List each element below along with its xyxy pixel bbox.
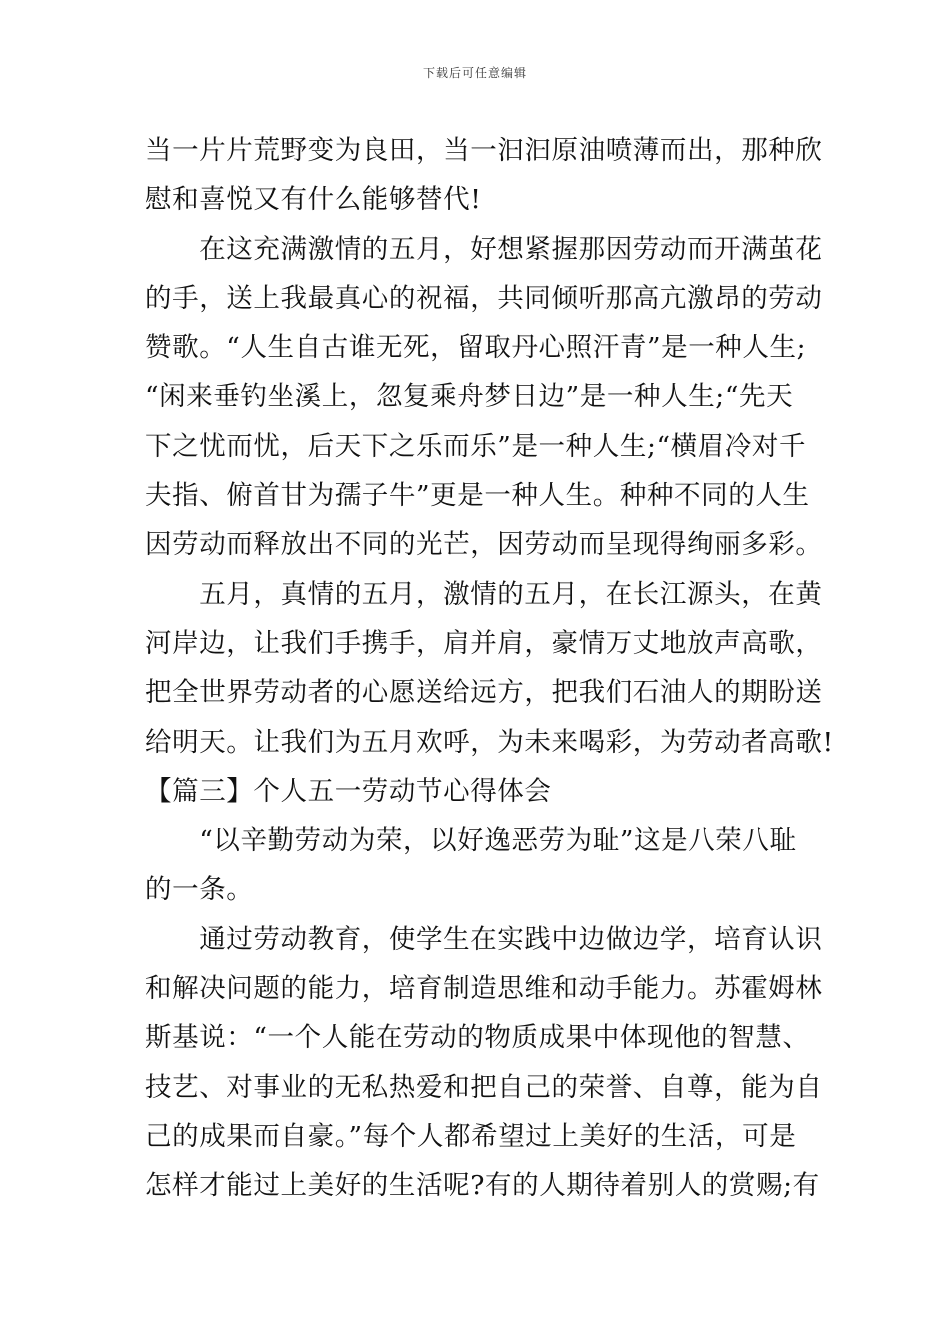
text-line: 的手，送上我最真心的祝福，共同倾听那高亢激昂的劳动 xyxy=(145,282,823,314)
text-line: 给明天。让我们为五月欢呼，为未来喝彩，为劳动者高歌! xyxy=(145,726,834,758)
page-header: 下载后可任意编辑 xyxy=(422,66,527,80)
text-line: “闲来垂钓坐溪上，忽复乘舟梦日边”是一种人生;“先天 xyxy=(145,381,794,413)
text-line: 技艺、对事业的无私热爱和把自己的荣誉、自尊，能为自 xyxy=(145,1071,823,1103)
text-line: 夫指、俯首甘为孺子牛”更是一种人生。种种不同的人生 xyxy=(145,480,810,512)
text-line: 下之忧而忧，后天下之乐而乐”是一种人生;“横眉冷对千 xyxy=(145,430,807,462)
text-line: 和解决问题的能力，培育制造思维和动手能力。苏霍姆林 xyxy=(145,973,823,1005)
text-line: 的一条。 xyxy=(145,874,254,906)
text-line: 把全世界劳动者的心愿送给远方，把我们石油人的期盼送 xyxy=(145,677,823,709)
text-line: 慰和喜悦又有什么能够替代! xyxy=(145,184,482,216)
text-line: 己的成果而自豪。”每个人都希望过上美好的生活，可是 xyxy=(145,1120,797,1152)
document-body xyxy=(145,126,834,1211)
text-line: 在这充满激情的五月，好想紧握那因劳动而开满茧花 xyxy=(145,233,823,265)
text-line: 斯基说：“一个人能在劳动的物质成果中体现他的智慧、 xyxy=(145,1022,810,1054)
text-line: 怎样才能过上美好的生活呢?有的人期待着别人的赏赐;有 xyxy=(145,1170,820,1202)
text-line: 赞歌。“人生自古谁无死，留取丹心照汗青”是一种人生; xyxy=(145,332,807,364)
section-heading: 【篇三】个人五一劳动节心得体会 xyxy=(145,775,552,807)
text-line: 河岸边，让我们手携手，肩并肩，豪情万丈地放声高歌， xyxy=(145,627,823,659)
text-line: “以辛勤劳动为荣，以好逸恶劳为耻”这是八荣八耻 xyxy=(145,825,797,857)
text-line: 通过劳动教育，使学生在实践中边做边学，培育认识 xyxy=(145,923,823,955)
text-line: 当一片片荒野变为良田，当一汩汩原油喷薄而出，那种欣 xyxy=(145,135,823,166)
text-line: 因劳动而释放出不同的光芒，因劳动而呈现得绚丽多彩。 xyxy=(145,529,823,561)
text-line: 五月，真情的五月，激情的五月，在长江源头，在黄 xyxy=(145,578,823,610)
